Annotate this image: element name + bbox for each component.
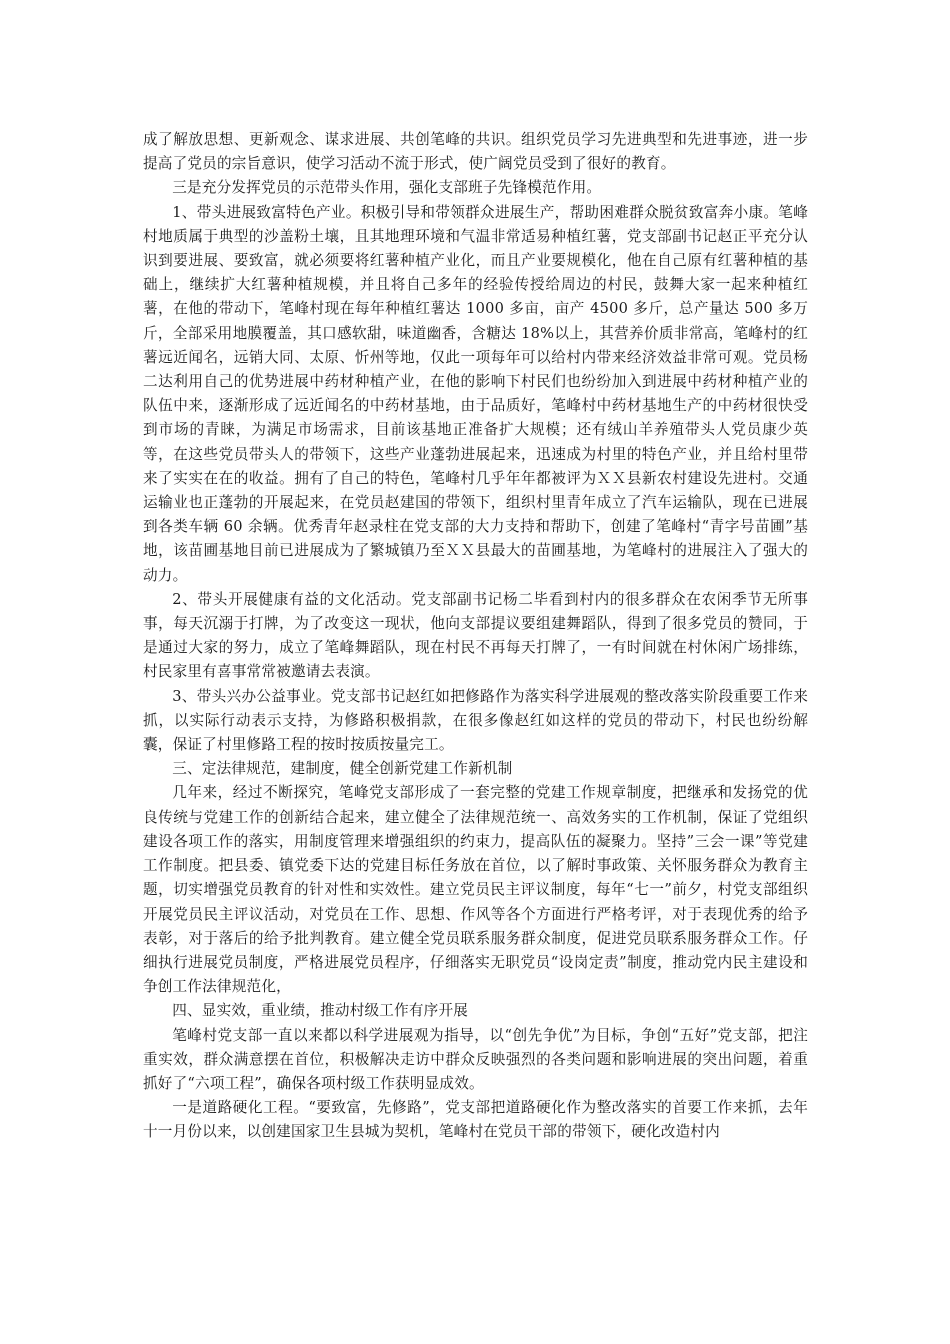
paragraph-2: 三是充分发挥党员的示范带头作用，强化支部班子先锋模范作用。 <box>172 179 602 197</box>
paragraph-7: 几年来，经过不断探究，笔峰党支部形成了一套完整的党建工作规章制度，把继承和发扬党的优良传统与党建工作的创新结合起来，建立健全了法律规范统一、高效务实的工作机制，保证了党组织建设各项工作的落实，用制度管理来增强组织的约束力，提高队伍的凝聚力。坚持”三会一课”等党建工作制度。把县委、镇党委下达的党建目标任务放在首位，以了解时事政策、关怀服务群众为教育主题，切实增强党员教育的针对性和实效性。建立党员民主评议制度，每年“七一”前夕，村党支部组织开展党员民主评议活动，对党员在工作、思想、作风等各个方面进行严格考评，对于表现优秀的给予表彰，对于落后的给予批判教育。建立健全党员联系服务群众制度，促进党员联系服务群众工作。仔细执行进展党员制度，严格进展党员程序，仔细落实无职党员“设岗定责”制度，推动党内民主建设和争创工作法律规范化， <box>143 784 808 996</box>
paragraph-1: 成了解放思想、更新观念、谋求进展、共创笔峰的共识。组织党员学习先进典型和先进事迹，进一步提高了党员的宗旨意识，使学习活动不流于形式，使广阔党员受到了很好的教育。 <box>143 131 808 173</box>
paragraph-3: 1、带头进展致富特色产业。积极引导和带领群众进展生产，帮助困难群众脱贫致富奔小康。笔峰村地质属于典型的沙盖粉土壤，且其地理环境和气温非常适易种植红薯，党支部副书记赵正平充分认识到要进展、要致富，就必须要将红薯种植产业化，而且产业要规模化，他在自己原有红薯种植的基础上，继续扩大红薯种植规模，并且将自己多年的经验传授给周边的村民，鼓舞大家一起来种植红薯，在他的带动下，笔峰村现在每年种植红薯达 1000 多亩，亩产 4500 多斤，总产量达 500 多万斤，全部采用地膜覆盖，其口感软甜，味道幽香，含糖达 18%以上，其营养价质非常高，笔峰村的红薯远近闻名，远销大同、太原、忻州等地，仅此一项每年可以给村内带来经济效益非常可观。党员杨二达利用自己的优势进展中药材种植产业，在他的影响下村民们也纷纷加入到进展中药材种植产业的队伍中来，逐渐形成了远近闻名的中药材基地，由于品质好，笔峰村中药材基地生产的中药材很快受到市场的青睐，为满足市场需求，目前该基地正准备扩大规模；还有绒山羊养殖带头人党员康少英等，在这些党员带头人的带领下，这些产业蓬勃进展起来，迅速成为村里的特色产业，并且给村里带来了实实在在的收益。拥有了自己的特色，笔峰村几乎年年都被评为ＸＸ县新农村建设先进村。交通运输业也正蓬勃的开展起来，在党员赵建国的带领下，组织村里青年成立了汽车运输队，现在已进展到各类车辆 60 余辆。优秀青年赵录柱在党支部的大力支持和帮助下，创建了笔峰村“青字号苗圃”基地，该苗圃基地目前已进展成为了繁城镇乃至ＸＸ县最大的苗圃基地，为笔峰村的进展注入了强大的动力。 <box>143 203 808 584</box>
paragraph-9: 笔峰村党支部一直以来都以科学进展观为指导，以“创先争优”为目标，争创“五好”党支部，把注重实效，群众满意摆在首位，积极解决走访中群众反映强烈的各类问题和影响进展的突出问题，着重抓好了“六项工程”，确保各项村级工作获明显成效。 <box>143 1026 808 1092</box>
section-heading-4: 四、显实效，重业绩，推动村级工作有序开展 <box>172 1002 469 1020</box>
paragraph-4: 2、带头开展健康有益的文化活动。党支部副书记杨二毕看到村内的很多群众在农闲季节无所事事，每天沉溺于打牌，为了改变这一现状，他向支部提议要组建舞蹈队，得到了很多党员的赞同，于是通过大家的努力，成立了笔峰舞蹈队，现在村民不再每天打牌了，一有时间就在村休闲广场排练，村民家里有喜事常常被邀请去表演。 <box>143 590 808 681</box>
paragraph-5: 3、带头兴办公益事业。党支部书记赵红如把修路作为落实科学进展观的整改落实阶段重要工作来抓，以实际行动表示支持，为修路积极捐款，在很多像赵红如这样的党员的带动下，村民也纷纷解囊，保证了村里修路工程的按时按质按量完工。 <box>143 687 808 754</box>
paragraph-10: 一是道路硬化工程。“要致富，先修路”，党支部把道路硬化作为整改落实的首要工作来抓，去年十一月份以来，以创建国家卫生县城为契机，笔峰村在党员干部的带领下，硬化改造村内 <box>143 1099 808 1141</box>
section-heading-3: 三、定法律规范，建制度，健全创新党建工作新机制 <box>172 760 513 778</box>
document-page <box>143 128 808 1145</box>
